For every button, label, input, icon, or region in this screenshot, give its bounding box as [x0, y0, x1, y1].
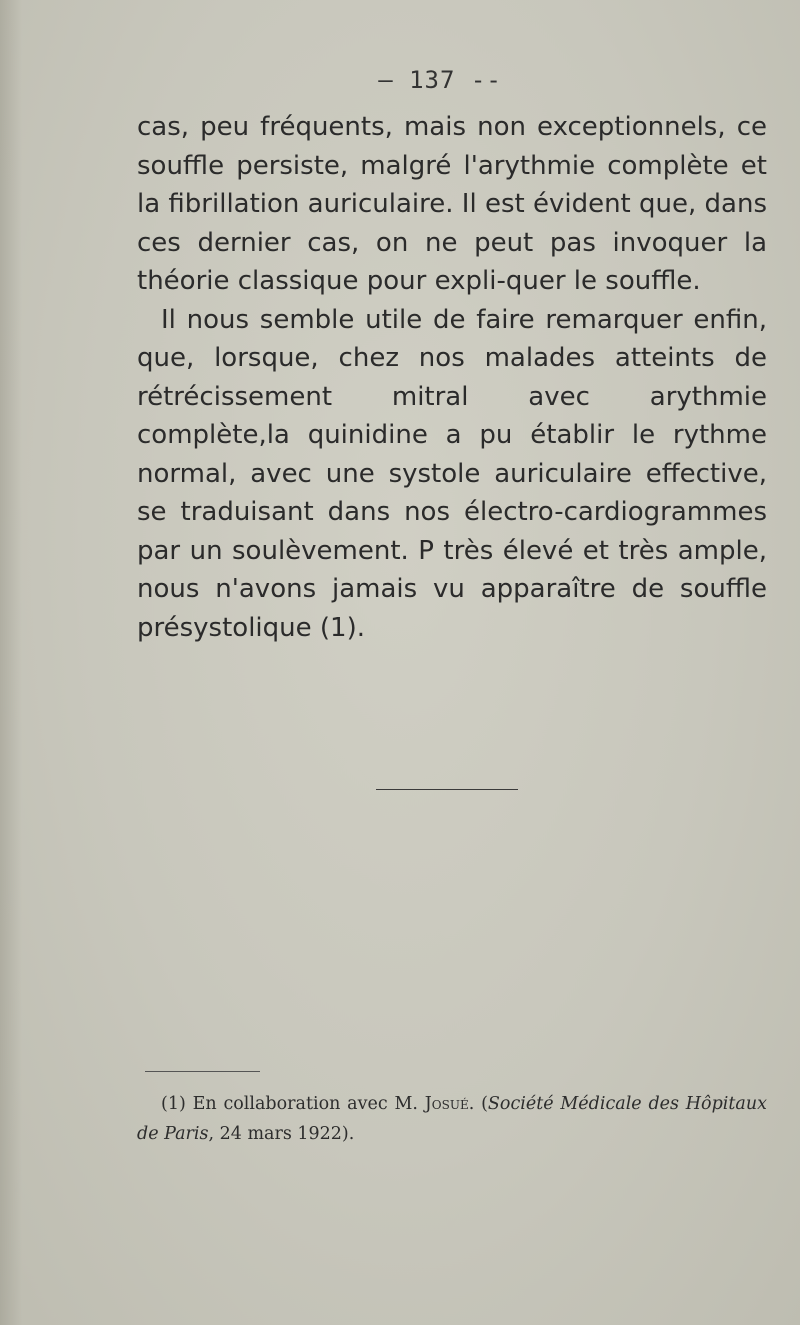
- footnote-divider: [145, 1071, 260, 1072]
- paragraph-2: Il nous semble utile de faire remarquer enfin, que, lorsque, chez nos malades atteints de rétrécissement mitral avec arythmie complète,la quinidine a pu établir le rythme normal, avec une systole auriculaire effective, se traduisant dans nos électro-cardiogrammes par un soulèvement. P très élevé et très ample, nous n'avons jamais vu apparaître de souffle présystolique (1).: [137, 304, 767, 643]
- footnote-date: , 24 mars 1922).: [208, 1124, 355, 1144]
- footnote-separator: . (: [468, 1094, 488, 1114]
- section-divider: [376, 789, 518, 790]
- page-edge-shadow: [0, 0, 22, 1325]
- footnote-journal: Société Médicale des Hôpitaux de Paris: [137, 1094, 768, 1144]
- footnote-author: Josué: [424, 1094, 469, 1114]
- footnote: [137, 1089, 767, 1149]
- paragraph-1: cas, peu fréquents, mais non exceptionnels, ce souffle persiste, malgré l'arythmie complète et la fibrillation auriculaire. Il est évident que, dans ces dernier cas, on ne peut pas invoquer la théorie classique pour expli-quer le souffle.: [137, 112, 767, 296]
- body-text: [137, 108, 767, 647]
- footnote-prefix: (1) En collaboration avec M.: [161, 1094, 418, 1114]
- page-number: — 137 --: [378, 66, 502, 94]
